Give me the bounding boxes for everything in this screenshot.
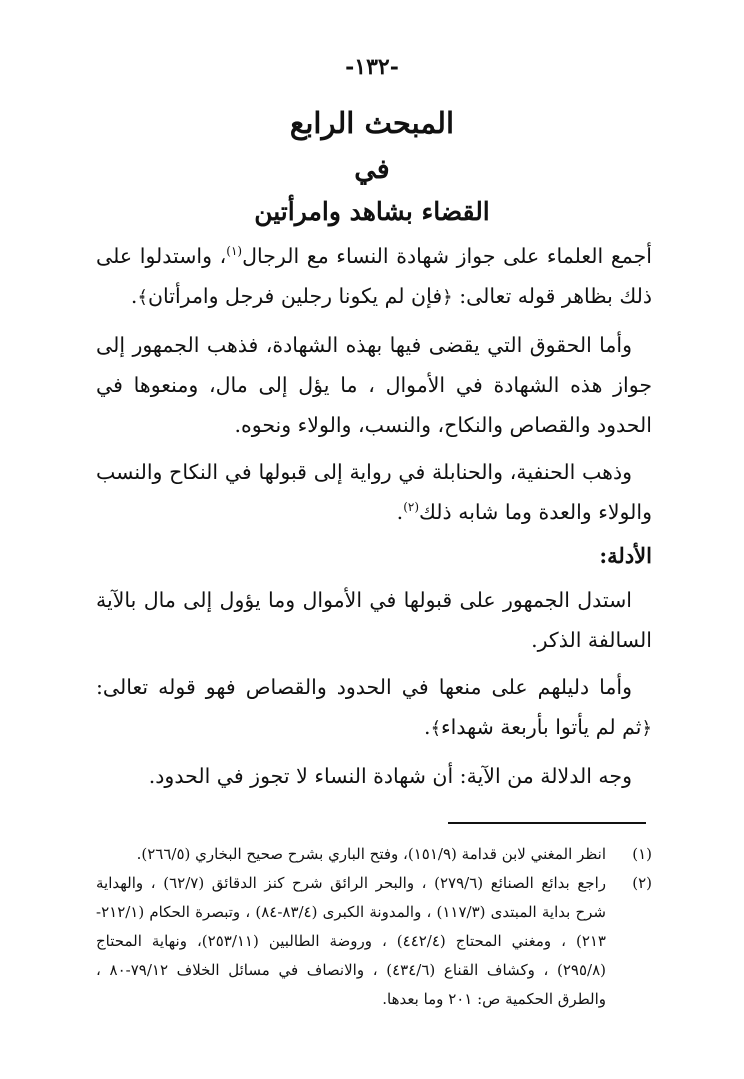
quran-verse-four-witnesses: ثم لم يأتوا بأربعة شهداء	[441, 715, 642, 739]
footnote-number: (٢)	[632, 874, 652, 892]
footnote-ref-1[interactable]: (١)	[226, 244, 243, 258]
footnote-2	[96, 869, 652, 1014]
paragraph-evidence-hudud-end: .	[423, 715, 431, 739]
paragraph-consensus-text-2: ، واستدلوا على ذلك بظاهر قوله تعالى:	[96, 244, 652, 308]
page-number: -١٣٢-	[345, 54, 399, 80]
quran-bracket-open-2: ﴿	[641, 718, 652, 739]
footnotes	[96, 840, 652, 1014]
paragraph-consensus-end: .	[130, 284, 138, 308]
quran-verse-witnesses: فإن لم يكونا رجلين فرجل وامرأتان	[147, 284, 443, 308]
paragraph-hanafi-text: وذهب الحنفية، والحنابلة في رواية إلى قبولها في النكاح والنسب والولاء والعدة وما شابه ذلك	[96, 460, 652, 524]
footnote-text: راجع بدائع الصنائع (٢٧٩/٦) ، والبحر الرائق شرح كنز الدقائق (٦٢/٧) ، والهداية شرح بداية المبتدى (١١٧/٣) ، والمدونة الكبرى (٨٣/٤-٨٤) ، وتبصرة الحكام (٢١٢/١- ٢١٣) ، ومغني المحتاج (٤٤٢/٤) ، وروضة الطالبين (٢٥٣/١١)، ونهاية المحتاج (٢٩٥/٨) ، وكشاف القناع (٤٣٤/٦) ، والانصاف في مسائل الخلاف ٧٩/١٢-٨٠ ، والطرق الحكمية ص: ٢٠١ وما بعدها.	[96, 874, 606, 1008]
paragraph-evidence-majority: استدل الجمهور على قبولها في الأموال وما يؤول إلى مال بالآية السالفة الذكر.	[96, 588, 652, 652]
main-text	[96, 236, 652, 796]
paragraph-consensus-text: أجمع العلماء على جواز شهادة النساء مع الرجال	[242, 244, 652, 268]
paragraph-consensus	[96, 236, 652, 318]
quran-bracket-open: ﴿	[442, 287, 453, 308]
paragraph-hanafi-end: .	[396, 500, 404, 524]
footnote-number: (١)	[632, 845, 652, 863]
section-title-connector: في	[354, 154, 390, 185]
paragraph-inference: وجه الدلالة من الآية: أن شهادة النساء لا تجوز في الحدود.	[148, 764, 632, 788]
section-title: المبحث الرابع	[289, 106, 455, 140]
paragraph-rights: وأما الحقوق التي يقضى فيها بهذه الشهادة، فذهب الجمهور إلى جواز هذه الشهادة في الأموال ، ما يؤل إلى مال، ومنعوها في الحدود والقصاص والنكاح، والنسب، والولاء ونحوه.	[96, 333, 652, 437]
quran-bracket-close: ﴾	[137, 287, 148, 308]
paragraph-evidence-hudud	[96, 667, 652, 749]
paragraph-evidence-hudud-text: وأما دليلهم على منعها في الحدود والقصاص فهو قوله تعالى:	[96, 675, 632, 699]
footnote-1	[96, 840, 652, 869]
footnote-ref-2[interactable]: (٢)	[403, 500, 420, 514]
quran-bracket-close-2: ﴾	[430, 718, 442, 739]
footnote-text: انظر المغني لابن قدامة (١٥١/٩)، وفتح الباري بشرح صحيح البخاري (٢٦٦/٥).	[136, 845, 606, 863]
evidence-heading: الأدلة:	[599, 543, 652, 568]
footnote-divider	[448, 822, 646, 824]
section-subtitle: القضاء بشاهد وامرأتين	[254, 197, 490, 226]
paragraph-hanafi	[96, 452, 652, 532]
